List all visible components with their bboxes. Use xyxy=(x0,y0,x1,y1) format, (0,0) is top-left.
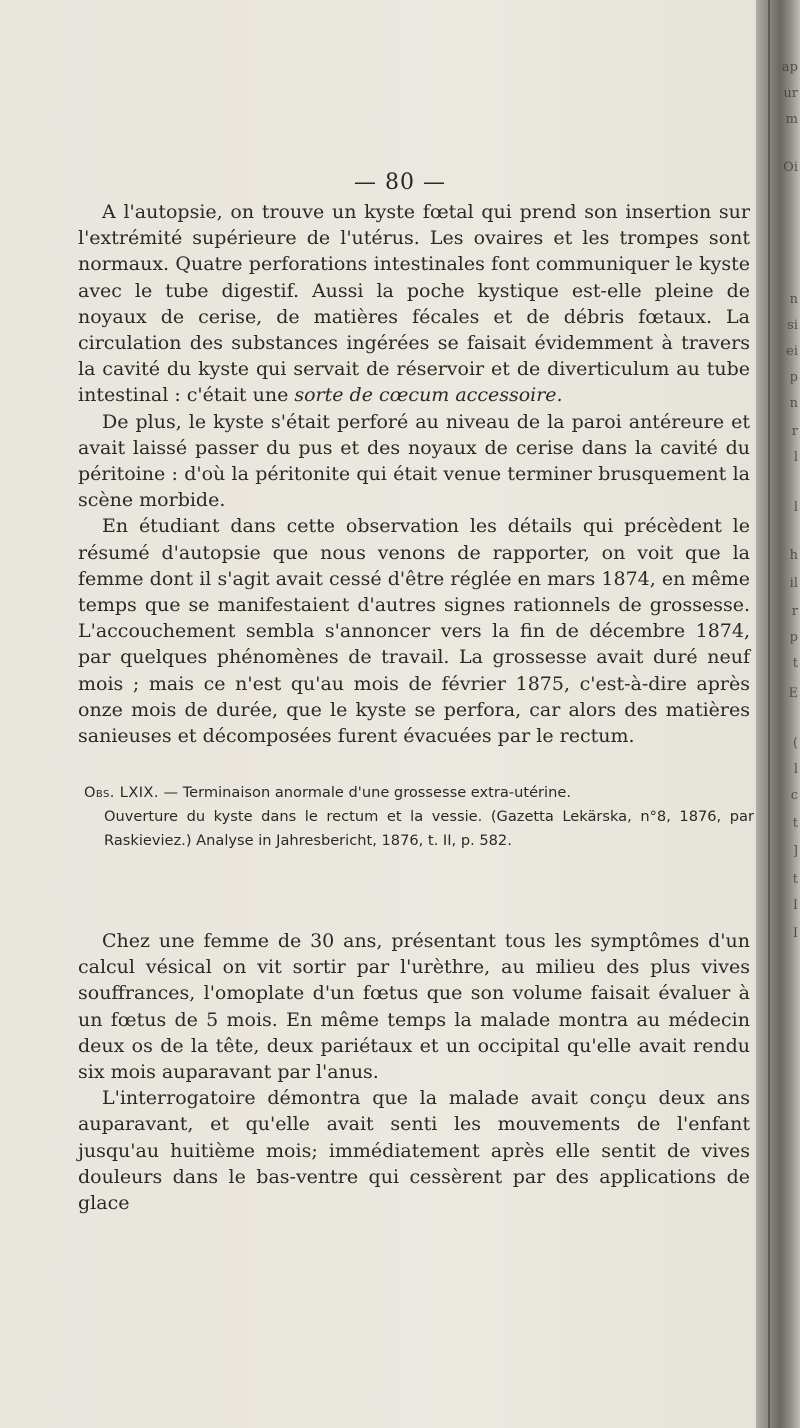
binding-gutter xyxy=(756,0,800,1428)
facing-page-fragment: I xyxy=(792,898,798,913)
facing-page-fragment: I xyxy=(792,926,798,941)
facing-page-fragment: Oi xyxy=(783,160,798,175)
observation-title-line xyxy=(84,781,754,805)
paragraph-analysis: En étudiant dans cette observation les détails qui précèdent le résumé d'autopsie que nous venons de rapporter, on voit que la femme dont il s'agit avait cessé d'être réglée en mars 1874, en même temps que se manifestaient d'autres signes rationnels de grossesse. L'accouchement sembla s'annoncer vers la fin de décembre 1874, par quelques phénomènes de travail. La grossesse avait duré neuf mois ; mais ce n'est qu'au mois de février 1875, c'est-à-dire après onze mois de durée, que le kyste se perfora, car alors des matières sanieuses et décomposées furent évacuées par le rectum. xyxy=(78,515,750,748)
facing-page-fragment: t xyxy=(792,816,798,831)
observation-heading xyxy=(84,781,754,853)
facing-page-fragment: m xyxy=(785,112,798,127)
italic-phrase: sorte de cœcum accessoire. xyxy=(294,384,563,407)
observation-title: Terminaison anormale d'une grossesse extra-utérine. xyxy=(182,784,571,801)
facing-page-fragment: l xyxy=(793,500,798,515)
facing-page-fragment: ] xyxy=(792,844,798,859)
facing-page-fragment: ap xyxy=(781,60,798,75)
facing-page-fragment: si xyxy=(787,318,798,333)
facing-page-fragment: t xyxy=(792,872,798,887)
paragraph-interrogation: L'interrogatoire démontra que la malade avait conçu deux ans auparavant, et qu'elle avait senti les mouvements de l'enfant jusqu'au huitième mois; immédiatement après elle sentit de vives douleurs dans le bas-ventre qui cessèrent par des applications de glace xyxy=(78,1087,750,1215)
paragraph-autopsy xyxy=(78,199,750,409)
facing-page-fragment: l xyxy=(793,762,798,777)
facing-page-fragment: ei xyxy=(786,344,798,359)
facing-page-fragment: t xyxy=(792,656,798,671)
facing-page-fragment: r xyxy=(791,424,798,439)
body-text-top xyxy=(78,199,750,749)
page-number: — 80 — xyxy=(354,170,446,195)
facing-page-fragment: p xyxy=(789,630,798,645)
paragraph-perforation: De plus, le kyste s'était perforé au niveau de la paroi antéreure et avait laissé passer du pus et des noyaux de cerise dans la cavité du péritoine : d'où la péritonite qui était venue terminer brusquement la scène morbide. xyxy=(78,410,750,512)
facing-page-fragment: il xyxy=(789,576,798,591)
facing-page-fragment: ur xyxy=(783,86,798,101)
facing-page-fragment: l xyxy=(793,450,798,465)
binding-edge xyxy=(768,0,770,1428)
facing-page-fragment: E xyxy=(788,686,798,701)
facing-page-fragment: n xyxy=(789,396,798,411)
paragraph-text: A l'autopsie, on trouve un kyste fœtal qui prend son insertion sur l'extrémité supérieure de l'utérus. Les ovaires et les trompes sont normaux. Quatre perforations intestinales font communiquer le kyste avec le tube digestif. Aussi la poche kystique est-elle pleine de noyaux de cerise, de matières fécales et de débris fœtaux. La circulation des substances ingérées se faisait évidemment à travers la cavité du kyste qui servait de réservoir et de diverticulum au tube intestinal : c'était une xyxy=(78,201,750,407)
body-text-bottom xyxy=(78,928,750,1216)
facing-page-fragment: h xyxy=(789,548,798,563)
observation-details: Ouverture du kyste dans le rectum et la vessie. (Gazetta Lekärska, n°8, 1876, par Raskieviez.) Analyse in Jahresbericht, 1876, t. II, p. 582. xyxy=(104,808,754,849)
facing-page-fragment: ( xyxy=(792,736,798,751)
observation-dash: — xyxy=(158,784,183,801)
facing-page-fragment: r xyxy=(791,604,798,619)
observation-label: Obs. LXIX. xyxy=(84,784,159,801)
facing-page-fragment: c xyxy=(790,788,798,803)
facing-page-fragment: p xyxy=(789,370,798,385)
paragraph-case: Chez une femme de 30 ans, présentant tous les symptômes d'un calcul vésical on vit sortir par l'urèthre, au milieu des plus vives souffrances, l'omoplate d'un fœtus que son volume faisait évaluer à un fœtus de 5 mois. En même temps la malade montra au médecin deux os de la tête, deux pariétaux et un occipital qu'elle avait rendu six mois auparavant par l'anus. xyxy=(78,930,750,1084)
facing-page-fragment: n xyxy=(789,292,798,307)
